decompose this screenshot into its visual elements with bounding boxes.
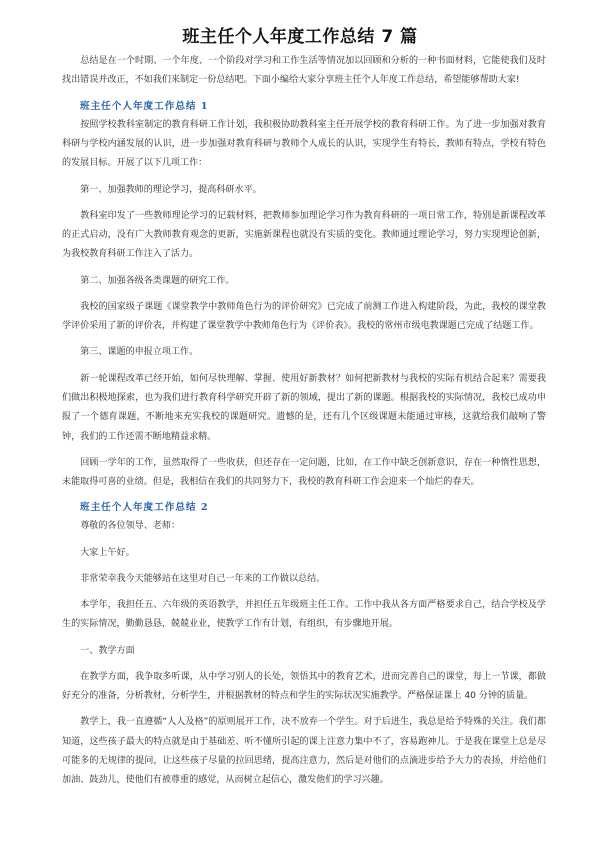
section-2-opening: 非常荣幸我今天能够站在这里对自己一年来的工作做以总结。 [80,573,326,584]
section-1-paragraph-8: 回顾一学年的工作，虽然取得了一些收获，但还存在一定问题，比如，在工作中缺乏创新意识，存在一种惰性思想，未能取得可喜的业绩。但是，我相信在我们的共同努力下，我校的教育科研工作会迎来一个灿烂的春天。 [62,457,546,488]
section-2-paragraph-4: 本学年，我担任五、六年级的英语教学，并担任五年级班主任工作。工作中我从各方面严格要求自己，结合学校及学生的实际情况，勤勤恳恳，兢兢业业，使教学工作有计划，有组织，有步骤地开展。 [62,600,546,630]
section-2-hello: 大家上午好。 [80,547,135,558]
section-1-paragraph-5: 我校的国家级子课题《课堂教学中教师角色行为的评价研究》已完成了前测工作进入构建阶段，为此，我校的课堂教学评价采用了新的评价表，并构建了课堂教学中教师角色行为《评价表》。我校的常州市级电教课题已完成了结题工作。 [62,301,546,332]
section-1-point-2: 第二、加强各级各类课题的研究工作。 [80,275,235,286]
section-1-heading: 班主任个人年度工作总结 1 [80,100,209,112]
section-1-paragraph-3: 教科室印发了一些教师理论学习的记载材料，把教师参加理论学习作为教育科研的一项日常工作，特别是新课程改革的正式启动，没有广大教师教育观念的更新，实施新课程也就没有实质的变化。教师通过理论学习，努力实现理论创新，为我校教育科研工作注入了活力。 [62,210,546,260]
section-1-paragraph-7: 新一轮课程改革已经开始，如何尽快理解、掌握、使用好新教材？如何把新教材与我校的实际有机结合起来？需要我们做出积极地探索，也为我们进行教育科学研究开辟了新的领域，提出了新的课题。根据我校的实际情况，我校已成功申报了一个德育课题，不断地来充实我校的课题研究。遗憾的是，还有几个区级课题未能通过审核，这就给我们敲响了警钟，我们的工作还需不断地精益求精。 [62,373,546,442]
section-2-paragraph-7: 教学上，我一直遵循“人人及格”的原则展开工作，决不放弃一个学生。对于后进生，我总是给予特殊的关注。我们都知道，这些孩子最大的特点就是由于基础差、听不懂所引起的课上注意力集中不了，容易跑神儿。于是我在课堂上总是尽可能多的无规律的提问，让这些孩子尽量的拉回思绪，提高注意力，然后是对他们的点滴进步给予大力的表扬，并给他们加油、鼓劲儿，使他们有被尊重的感觉，从而树立起信心，激发他们的学习兴趣。 [62,717,546,786]
section-2-paragraph-6: 在教学方面，我争取多听课，从中学习别人的长处，领悟其中的教育艺术，进而完善自己的课堂，每上一节课，都做好充分的准备，分析教材，分析学生，并根据教材的特点和学生的实际状况实施教学。严格保证课上 40 分钟的质量。 [62,671,546,702]
section-1-point-3: 第三、课题的申报立项工作。 [80,347,199,358]
section-2-heading: 班主任个人年度工作总结 2 [80,502,209,514]
section-2-greeting: 尊敬的各位领导、老师： [80,521,181,532]
section-2-point-1: 一、教学方面 [80,645,135,656]
section-1-point-1: 第一、加强教师的理论学习，提高科研水平。 [80,184,262,195]
section-1-paragraph-1: 按照学校教科室制定的教育科研工作计划，我积极协助教科室主任开展学校的教育科研工作。为了进一步加强对教育科研与学校内涵发展的认识，进一步加强对教育科研与教师个人成长的认识，实现学生有特长，教师有特点，学校有特色的发展目标。开展了以下几项工作： [62,119,546,169]
intro-paragraph: 总结是在一个时期、一个年度、一个阶段对学习和工作生活等情况加以回顾和分析的一种书面材料，它能使我们及时找出错误并改正，不如我们来制定一份总结吧。下面小编给大家分享班主任个人年度工作总结，希望能够帮助大家! [62,56,546,86]
document-title: 班主任个人年度工作总结 7 篇 [182,27,418,47]
